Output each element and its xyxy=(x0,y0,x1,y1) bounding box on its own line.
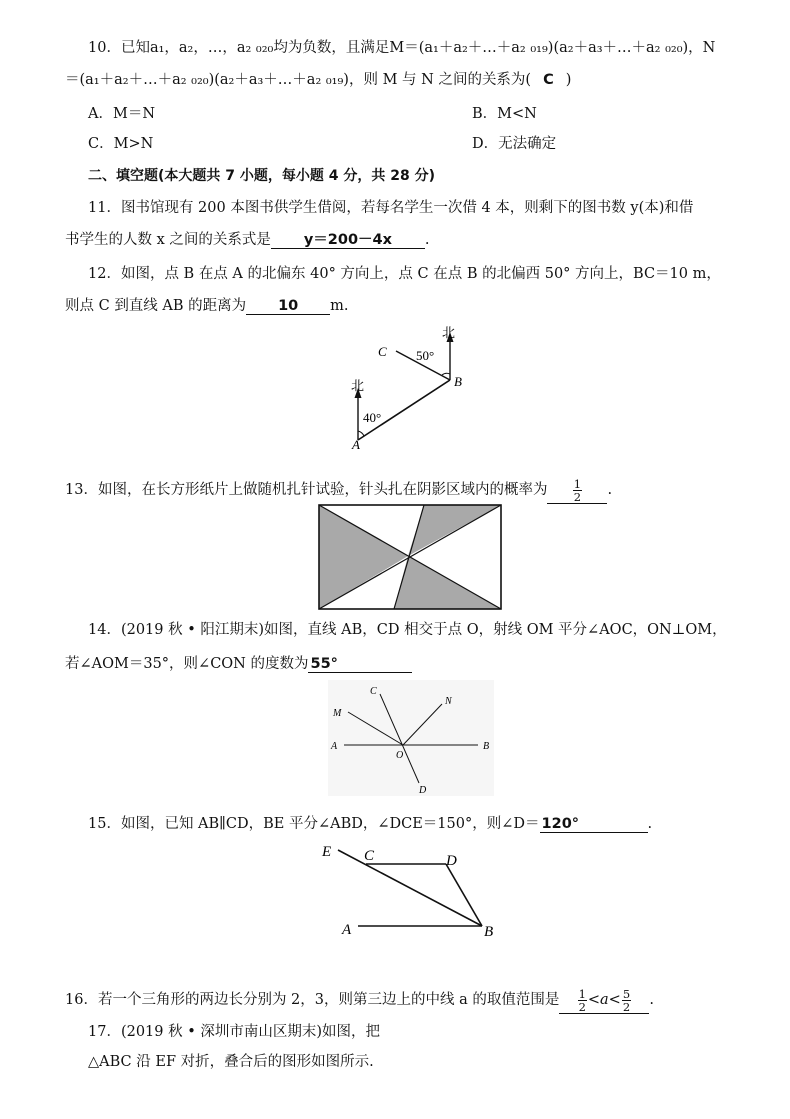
label-angle-40: 40° xyxy=(363,410,382,425)
q14-line1: 14．(2019 秋 • 阳江期末)如图，直线 AB，CD 相交于点 O，射线 OM 平分∠AOC，ON⊥OM， xyxy=(88,622,727,638)
q15-text: 15．如图，已知 AB∥CD，BE 平分∠ABD，∠DCE＝150°，则∠D＝ xyxy=(88,816,540,832)
label-b: B xyxy=(454,374,462,389)
q10-line2-text: ＝(a₁＋a₂＋…＋a₂ ₀₂₀)(a₂＋a₃＋…＋a₂ ₀₁₉)，则 M 与 N 之间的关系为( xyxy=(65,72,532,88)
label-a: A xyxy=(342,922,352,938)
q12-figure xyxy=(330,318,510,450)
q16-den-2: 2 xyxy=(622,999,631,1014)
label-b: B xyxy=(484,924,494,940)
q10-option-a: A．M＝N xyxy=(88,106,156,122)
q11-line1: 11．图书馆现有 200 本图书供学生借阅，若每名学生一次借 4 本，则剩下的图书数 y(本)和借 xyxy=(88,200,694,216)
q13-tail: . xyxy=(607,482,613,498)
q13-num: 1 xyxy=(573,476,582,491)
label-north-b: 北 xyxy=(442,325,456,340)
q12-line1: 12．如图，点 B 在点 A 的北偏东 40° 方向上，点 C 在点 B 的北偏西 50° 方向上，BC＝10 m， xyxy=(88,266,721,282)
q13-answer xyxy=(547,477,607,504)
q10-option-c: C．M>N xyxy=(88,136,154,152)
q17-line1: 17．(2019 秋 • 深圳市南山区期末)如图，把 xyxy=(88,1024,381,1040)
label-o: O xyxy=(396,750,404,761)
q14-line2-text: 若∠AOM＝35°，则∠CON 的度数为 xyxy=(65,656,309,672)
label-north-a: 北 xyxy=(351,378,365,393)
q16-text: 16．若一个三角形的两边长分别为 2，3，则第三边上的中线 a 的取值范围是 xyxy=(65,992,560,1008)
q12-answer: 10 xyxy=(246,298,330,315)
label-n: N xyxy=(445,696,452,707)
q17-line2: △ABC 沿 EF 对折，叠合后的图形如图所示. xyxy=(88,1054,374,1070)
section-heading: 二、填空题(本大题共 7 小题，每小题 4 分，共 28 分) xyxy=(88,168,436,184)
q10-option-b: B．M<N xyxy=(472,106,537,122)
q16-tail: . xyxy=(649,992,654,1008)
q15-tail: . xyxy=(647,816,653,832)
q13-fraction xyxy=(573,478,582,503)
angle-arc-b xyxy=(442,373,450,375)
label-m: M xyxy=(333,708,342,719)
q16-mid: <a< xyxy=(587,992,621,1008)
q16-fraction-2 xyxy=(622,988,631,1013)
q16-answer xyxy=(559,987,649,1014)
label-e: E xyxy=(322,844,332,860)
shade-bottom xyxy=(394,556,501,609)
q11-tail: . xyxy=(424,232,430,248)
q16-fraction-1 xyxy=(578,988,587,1013)
q13-line xyxy=(65,476,612,504)
q13-den: 2 xyxy=(573,489,582,504)
label-c: C xyxy=(370,686,377,697)
shade-left xyxy=(319,505,408,609)
q13-text: 13．如图，在长方形纸片上做随机扎针试验，针头扎在阴影区域内的概率为 xyxy=(65,482,548,498)
label-d: D xyxy=(446,853,457,869)
q15-answer: 120° xyxy=(540,816,648,833)
q16-num-2: 5 xyxy=(622,986,631,1001)
q14-figure xyxy=(328,680,494,796)
q11-answer: y＝200－4x xyxy=(271,232,425,249)
label-d: D xyxy=(419,785,427,796)
q16-line xyxy=(65,986,654,1014)
angle-arc-a xyxy=(358,431,364,436)
q11-line2-text: 书学生的人数 x 之间的关系式是 xyxy=(65,232,271,248)
q16-num-1: 1 xyxy=(578,986,586,1001)
q10-option-d: D．无法确定 xyxy=(472,136,557,152)
label-b: B xyxy=(483,741,490,752)
q12-line2 xyxy=(65,296,349,316)
label-a: A xyxy=(331,741,338,752)
q10-answer: C xyxy=(543,72,554,88)
q11-line2 xyxy=(65,230,430,250)
q16-den-1: 2 xyxy=(578,999,586,1014)
label-a: A xyxy=(352,437,360,450)
label-angle-50: 50° xyxy=(416,348,435,363)
q15-figure xyxy=(316,838,506,942)
label-c: C xyxy=(364,848,375,864)
q14-answer: 55° xyxy=(308,656,412,673)
label-c: C xyxy=(378,344,387,359)
q10-line2 xyxy=(65,70,571,90)
q13-figure xyxy=(318,504,504,610)
q12-tail: m. xyxy=(330,298,349,314)
q12-line2-text: 则点 C 到直线 AB 的距离为 xyxy=(65,298,247,314)
q10-close: ) xyxy=(565,72,572,88)
q14-line2 xyxy=(65,654,412,674)
q10-line1: 10．已知a₁，a₂，…，a₂ ₀₂₀均为负数，且满足M＝(a₁＋a₂＋…＋a₂ ₀₁₉)(a₂＋a₃＋…＋a₂ ₀₂₀)，N xyxy=(88,40,716,56)
q14-figure-bg xyxy=(328,680,494,796)
q15-line xyxy=(88,814,652,834)
